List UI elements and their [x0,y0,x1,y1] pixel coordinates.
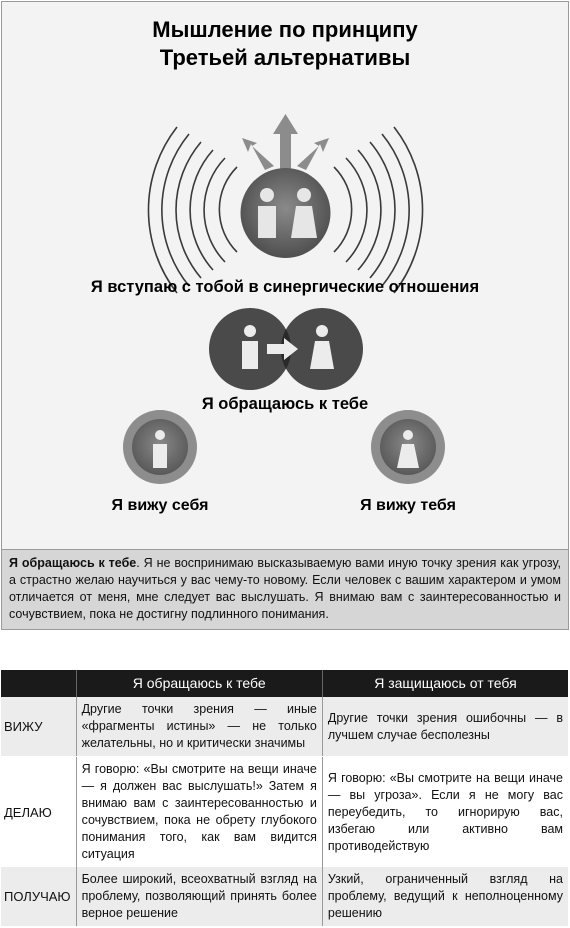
cell-defend: Я говорю: «Вы смотрите на вещи иначе — вы угроза». Если я не могу вас переубедить, то игнорирую вас, избегаю или активно вам противодействую [322,757,568,868]
see-you-circle-icon [371,410,445,484]
label-synergy: Я вступаю с тобой в синергические отношения [90,278,480,296]
table-row [1,697,568,757]
caption-text: . Я не воспринимаю высказываемую вами иную точку зрения как угрозу, а страстно желаю научиться у вас чему-то новому. Если человек с вашим характером и умом отличается от меня, мне следует вас выслушать. Я внимаю вам с заинтересованностью и сочувствием, пока не достигну подлинного понимания. [9,556,561,621]
diagram-panel [1,1,569,550]
comparison-table [1,670,568,926]
cell-approach: Я говорю: «Вы смотрите на вещи иначе — я должен вас выслушать!» Затем я внимаю вам с заинтересованностью и сочувствием, пока не обрету глубокого понимания того, как вам видится ситуация [76,757,322,868]
table-header-row [1,670,568,697]
label-approach: Я обращаюсь к тебе [201,395,369,413]
table-row [1,757,568,868]
third-alternative-illustration [2,2,568,549]
cell-defend: Узкий, ограниченный взгляд на проблему, ведущий к неполноценному решению [322,867,568,926]
cell-defend: Другие точки зрения ошибочны — в лучшем случае бесполезны [322,697,568,757]
cell-approach: Другие точки зрения — иные «фрагменты истины» — не только желательны, но и критически значимы [76,697,322,757]
row-label: ДЕЛАЮ [1,757,76,868]
see-self-circle-icon [123,410,197,484]
table-row [1,867,568,926]
title-line-2: Третьей альтернативы [159,45,411,70]
label-see-self: Я вижу себя [111,497,209,514]
synergy-circle-icon [241,168,331,258]
title-line-1: Мышление по принципу [152,17,418,42]
label-see-you: Я вижу тебя [360,497,456,514]
row-label: ПОЛУЧАЮ [1,867,76,926]
table-corner-cell [1,670,76,697]
caption-box [1,549,569,630]
synergy-arrows-icon [242,114,329,176]
approach-circles-icon [209,308,363,390]
header-defend: Я защищаюсь от тебя [322,670,568,697]
header-approach: Я обращаюсь к тебе [76,670,322,697]
caption-bold: Я обращаюсь к тебе [9,556,137,570]
cell-approach: Более широкий, всеохватный взгляд на проблему, позволяющий принять более верное решение [76,867,322,926]
row-label: ВИЖУ [1,697,76,757]
